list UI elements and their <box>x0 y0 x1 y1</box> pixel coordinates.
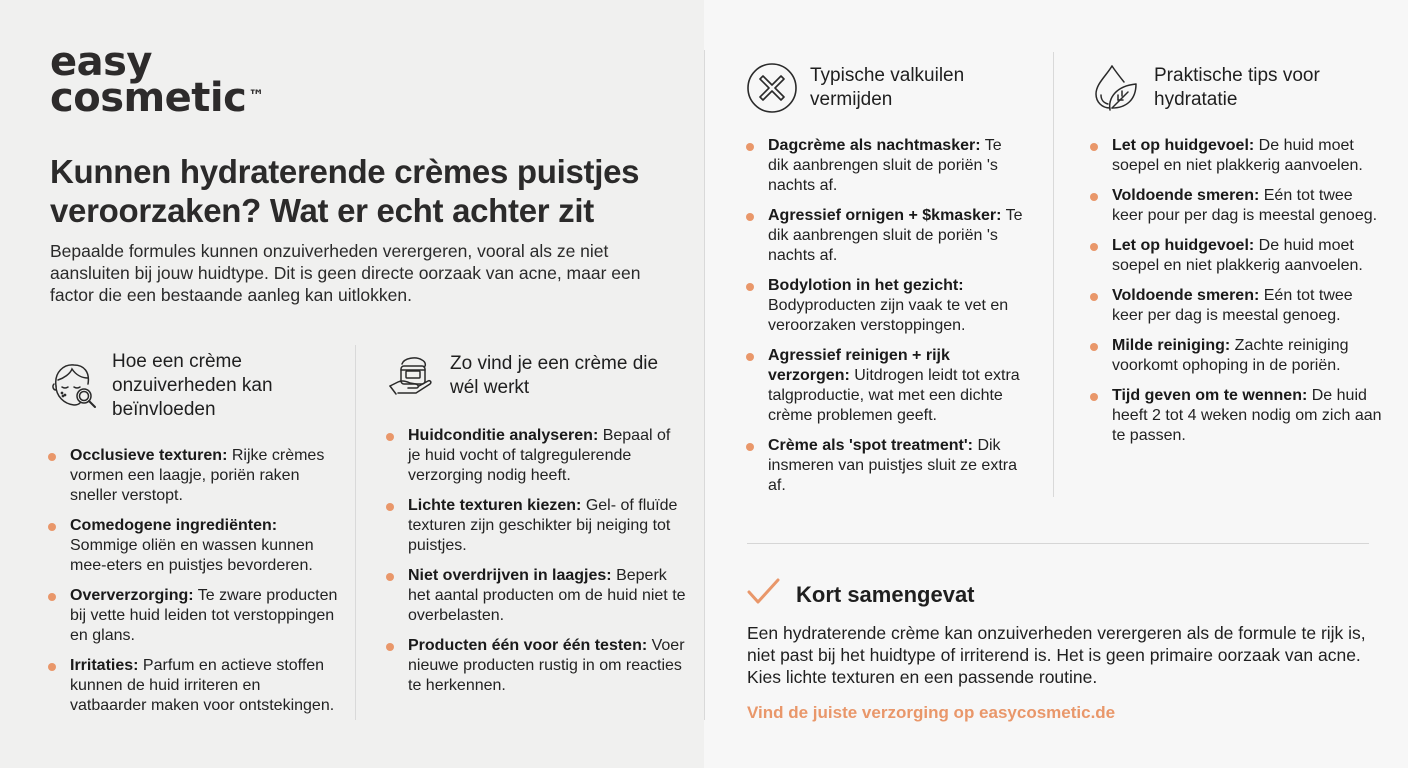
list-item: Agressief ornigen + $kmasker: Te dik aanbrengen sluit de poriën 's nachts af. <box>746 206 1026 266</box>
cta-link[interactable]: Vind de juiste verzorging op easycosmetic.de <box>747 703 1116 722</box>
column-find-cream <box>386 350 686 706</box>
list-item: Let op huidgevoel: De huid moet soepel en niet plakkerig aanvoelen. <box>1090 136 1385 176</box>
list-item: Occlusieve texturen: Rijke crèmes vormen een laagje, poriën raken sneller verstopt. <box>48 446 338 506</box>
section-divider <box>747 543 1369 544</box>
list-item: Huidconditie analyseren: Bepaal of je huid vocht of talgregulerende verzorging nodig heeft. <box>386 426 686 486</box>
list-item: Oververzorging: Te zware producten bij vette huid leiden tot verstoppingen en glans. <box>48 586 338 646</box>
list-item: Voldoende smeren: Eén tot twee keer per dag is meestal genoeg. <box>1090 286 1385 326</box>
list-item: Comedogene ingrediënten: Sommige oliën en wassen kunnen mee-eters en puistjes bevorderen. <box>48 516 338 576</box>
list-item: Voldoende smeren: Eén tot twee keer pour per dag is meestal genoeg. <box>1090 186 1385 226</box>
list-item: Milde reiniging: Zachte reiniging voorkomt ophoping in de poriën. <box>1090 336 1385 376</box>
hand-cream-jar-icon <box>386 350 438 402</box>
page-title: Kunnen hydraterende crèmes puistjes veroorzaken? Wat er echt achter zit <box>50 153 640 229</box>
column-divider <box>355 345 356 720</box>
intro-text: Bepaalde formules kunnen onzuiverheden verergeren, vooral als ze niet aansluiten bij jouw huidtype. Dit is geen directe oorzaak van acne, maar een factor die een bestaande aanleg kan uitlokken. <box>50 241 641 305</box>
column-title: Praktische tips voor hydratatie <box>1154 65 1320 110</box>
drop-leaf-icon <box>1090 62 1142 114</box>
logo-line1: easy <box>50 39 153 85</box>
list-item: Crème als 'spot treatment': Dik insmeren van puistjes sluit ze extra af. <box>746 436 1026 496</box>
summary-title: Kort samengevat <box>796 581 975 607</box>
column-tips <box>1090 62 1385 456</box>
checkmark-icon <box>746 576 782 613</box>
column-title: Zo vind je een crème die wél werkt <box>450 353 659 398</box>
column-title: Hoe een crème onzuiverheden kan beïnvloeden <box>112 351 273 420</box>
list-item: Niet overdrijven in laagjes: Beperk het aantal producten om de huid niet te overbelasten. <box>386 566 686 626</box>
trademark-symbol: ™ <box>248 86 264 105</box>
brand-logo <box>50 39 264 121</box>
panel-divider <box>704 50 705 720</box>
logo-line2: cosmetic <box>50 75 247 121</box>
list-item: Agressief reinigen + rijk verzorgen: Uitdrogen leidt tot extra talgproductie, wat met een dichte crème problemen geeft. <box>746 346 1026 426</box>
list-item: Producten één voor één testen: Voer nieuwe producten rustig in om reacties te herkennen. <box>386 636 686 696</box>
summary-header <box>746 576 975 613</box>
column-influence <box>48 350 338 726</box>
face-magnifier-icon <box>48 360 100 412</box>
column-title: Typische valkuilen vermijden <box>810 65 965 110</box>
list-item: Dagcrème als nachtmasker: Te dik aanbrengen sluit de poriën 's nachts af. <box>746 136 1026 196</box>
list-item: Lichte texturen kiezen: Gel- of fluïde texturen zijn geschikter bij neiging tot puistjes. <box>386 496 686 556</box>
column-divider <box>1053 52 1054 497</box>
list-item: Tijd geven om te wennen: De huid heeft 2 tot 4 weken nodig om zich aan te passen. <box>1090 386 1385 446</box>
list-item: Let op huidgevoel: De huid moet soepel en niet plakkerig aanvoelen. <box>1090 236 1385 276</box>
summary-text: Een hydraterende crème kan onzuiverheden verergeren als de formule te rijk is, niet past bij het huidtype of irriterend is. Het is geen primaire oorzaak van acne. Kies lichte texturen en een passende routine. <box>747 623 1366 687</box>
x-circle-icon <box>746 62 798 114</box>
column-pitfalls <box>746 62 1026 506</box>
list-item: Irritaties: Parfum en actieve stoffen kunnen de huid irriteren en vatbaarder maken voor ontstekingen. <box>48 656 338 716</box>
list-item: Bodylotion in het gezicht: Bodyproducten zijn vaak te vet en veroorzaken verstoppingen. <box>746 276 1026 336</box>
